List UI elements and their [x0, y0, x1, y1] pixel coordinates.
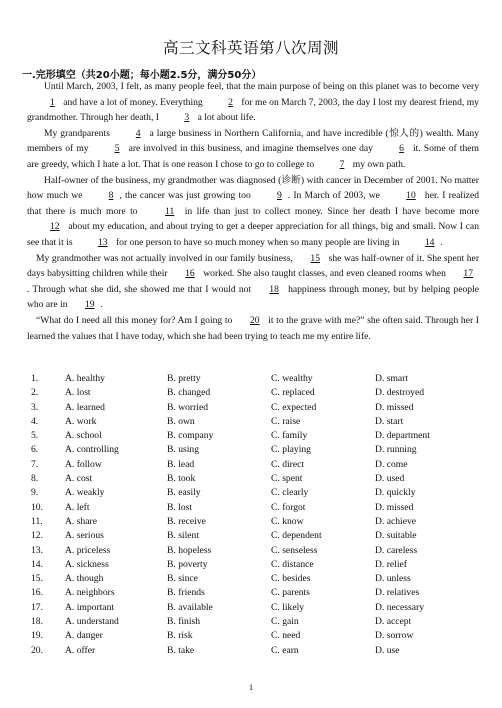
- passage-text: happiness through money, but by helping people who are in: [27, 283, 479, 311]
- blank-number: 16: [185, 268, 195, 280]
- option-c: C. spent: [271, 473, 303, 485]
- option-a: A. though: [65, 573, 104, 585]
- question-number: 20.: [31, 644, 43, 656]
- blank-number: 2: [228, 96, 233, 108]
- question-number: 7.: [31, 458, 39, 470]
- option-a: A. sickness: [65, 558, 109, 570]
- option-row: [31, 401, 465, 415]
- option-b: B. available: [167, 601, 213, 613]
- blank-number: 12: [50, 221, 60, 233]
- option-c: C. know: [271, 515, 304, 527]
- option-b: B. friends: [167, 587, 205, 599]
- option-a: A. follow: [65, 458, 102, 470]
- passage-text: .: [440, 236, 443, 248]
- question-number: 11.: [31, 515, 43, 527]
- passage-text: My grandparents: [44, 127, 113, 139]
- option-b: B. lost: [167, 501, 193, 513]
- option-b: B. hopeless: [167, 544, 212, 556]
- question-number: 12.: [31, 530, 43, 542]
- options-table: [31, 372, 465, 658]
- option-b: B. silent: [167, 530, 199, 542]
- option-c: C. gain: [271, 616, 299, 628]
- option-b: B. worried: [167, 401, 209, 413]
- option-a: A. school: [65, 430, 102, 442]
- option-b: B. finish: [167, 616, 201, 628]
- blank-number: 3: [184, 112, 190, 124]
- option-d: D. accept: [375, 616, 412, 628]
- option-c: C. wealthy: [271, 373, 313, 384]
- passage-text: , the cancer was just growing too: [119, 190, 254, 202]
- question-number: 3.: [31, 401, 39, 413]
- option-row: [31, 472, 465, 486]
- passage-text: in life than just to collect money. Since her death I have become more: [180, 205, 480, 217]
- option-a: A. important: [65, 601, 115, 613]
- option-d: D. smart: [375, 373, 409, 384]
- option-d: D. achieve: [375, 515, 417, 527]
- passage-text: it to the grave with me?” she often said. Through her I learned the values that I have today, which she had been trying to teach me my entire life.: [27, 314, 479, 342]
- option-b: B. easily: [167, 487, 201, 499]
- question-number: 16.: [31, 587, 43, 599]
- option-row: [31, 572, 465, 586]
- option-c: C. besides: [271, 573, 311, 585]
- passage-text: are involved in this business, and imagine themselves one day: [125, 143, 377, 155]
- option-b: B. risk: [167, 630, 193, 642]
- question-number: 14.: [31, 558, 43, 570]
- option-c: C. clearly: [271, 487, 309, 499]
- option-row: [31, 629, 465, 643]
- passage-paragraph: [27, 126, 479, 173]
- blank-number: 1: [50, 96, 55, 108]
- option-c: C. replaced: [271, 387, 315, 399]
- option-d: D. relief: [375, 558, 407, 570]
- option-a: A. learned: [65, 401, 105, 413]
- question-number: 4.: [31, 415, 39, 427]
- option-b: B. poverty: [167, 558, 208, 570]
- question-number: 13.: [31, 544, 43, 556]
- option-a: A. neighbors: [65, 587, 115, 599]
- blank-number: 4: [135, 127, 141, 139]
- option-b: B. took: [167, 473, 196, 485]
- option-b: B. own: [167, 415, 195, 427]
- option-c: C. parents: [271, 587, 310, 599]
- passage-text: Half-owner of the business, my grandmother was diagnosed (诊断) with cancer in December of 2001. No matter how much we: [27, 174, 479, 202]
- option-a: A. understand: [65, 616, 119, 628]
- passage-text: .: [100, 299, 103, 311]
- option-d: D. department: [375, 430, 430, 442]
- option-d: D. necessary: [375, 601, 425, 613]
- option-row: [31, 515, 465, 529]
- option-c: C. family: [271, 430, 308, 442]
- option-c: C. raise: [271, 415, 301, 427]
- option-d: D. come: [375, 458, 408, 470]
- option-a: A. weakly: [65, 487, 105, 499]
- passage-text: it. Some of them are greedy, which I hate a lot. That is one reason I chose to go to college to: [27, 143, 479, 170]
- option-a: A. work: [65, 415, 97, 427]
- option-d: D. unless: [375, 573, 411, 585]
- question-number: 1.: [31, 373, 39, 384]
- option-a: A. left: [65, 501, 90, 513]
- passage-text: My grandmother was not actually involved in our family business,: [36, 252, 296, 264]
- passage-text: . In March of 2003, we: [287, 190, 384, 202]
- option-d: D. sorrow: [375, 630, 414, 642]
- option-a: A. healthy: [65, 373, 105, 384]
- option-row: [31, 558, 465, 572]
- passage-text: she was half-owner of it. She spent her days babysitting children while their: [27, 252, 480, 280]
- passage-text: “What do I need all this money for? Am I going to: [36, 314, 235, 326]
- option-row: [31, 415, 465, 429]
- passage-text: for one person to have so much money when so many people are living in: [113, 236, 402, 248]
- passage-text: Until March, 2003, I felt, as many people feel, that the main purpose of being on this planet was to become very: [44, 81, 479, 92]
- question-number: 2.: [31, 387, 39, 399]
- option-c: C. direct: [271, 458, 305, 470]
- passage-paragraph: [27, 251, 479, 313]
- option-d: D. relatives: [375, 587, 420, 599]
- page-number: 1: [248, 682, 254, 692]
- option-row: [31, 429, 465, 443]
- option-b: B. take: [167, 644, 195, 656]
- blank-number: 7: [339, 158, 345, 170]
- passage-text: for me on March 7, 2003, the day I lost my dearest friend, my grandmother. Through her death, I: [27, 96, 479, 124]
- option-a: A. cost: [65, 473, 93, 485]
- option-c: C. playing: [271, 444, 311, 456]
- question-number: 18.: [31, 616, 43, 628]
- blank-number: 20: [249, 314, 260, 326]
- option-a: A. serious: [65, 530, 104, 542]
- passage-paragraph: [27, 79, 479, 126]
- option-b: B. using: [167, 444, 199, 456]
- option-d: D. use: [375, 644, 400, 656]
- blank-number: 13: [97, 236, 108, 248]
- option-row: [31, 458, 465, 472]
- question-number: 6.: [31, 444, 39, 456]
- option-a: A. danger: [65, 630, 103, 642]
- option-b: B. company: [167, 430, 214, 442]
- option-a: A. share: [65, 515, 97, 527]
- option-d: D. running: [375, 444, 417, 456]
- option-c: C. need: [271, 630, 301, 642]
- option-row: [31, 486, 465, 500]
- passage-paragraph: [27, 173, 479, 251]
- option-c: C. likely: [271, 601, 305, 613]
- option-row: [31, 615, 465, 629]
- passage-text: about my education, and about trying to get a deeper appreciation for all things, big and small. Now I can see that it is: [27, 221, 479, 248]
- option-c: C. senseless: [271, 544, 318, 556]
- passage-text: her. I realized that there is much more to: [27, 190, 479, 217]
- option-row: [31, 372, 465, 386]
- option-a: A. offer: [65, 644, 96, 656]
- passage-text: a lot about life.: [195, 112, 256, 124]
- blank-number: 6: [399, 143, 404, 155]
- option-d: D. missed: [375, 501, 414, 513]
- option-row: [31, 586, 465, 600]
- blank-number: 15: [310, 252, 321, 264]
- option-b: B. receive: [167, 515, 206, 527]
- option-d: D. missed: [375, 401, 414, 413]
- option-a: A. lost: [65, 387, 91, 399]
- passage-text: and have a lot of money. Everything: [60, 96, 206, 108]
- question-number: 10.: [31, 501, 43, 513]
- option-c: C. dependent: [271, 530, 322, 542]
- option-c: C. expected: [271, 401, 317, 413]
- option-c: C. distance: [271, 558, 314, 570]
- option-d: D. suitable: [375, 530, 417, 542]
- blank-number: 18: [269, 283, 279, 295]
- option-c: C. forgot: [271, 501, 306, 513]
- blank-number: 10: [406, 190, 416, 202]
- blank-number: 11: [165, 205, 175, 217]
- question-number: 19.: [31, 630, 43, 642]
- option-a: A. priceless: [65, 544, 111, 556]
- passage-text: . Through what she did, she showed me that I would not: [27, 283, 255, 295]
- option-row: [31, 529, 465, 543]
- option-a: A. controlling: [65, 444, 119, 456]
- option-d: D. destroyed: [375, 387, 425, 399]
- option-b: B. pretty: [167, 373, 201, 384]
- passage-paragraph: [27, 313, 479, 344]
- option-d: D. quickly: [375, 487, 416, 499]
- option-b: B. since: [167, 573, 198, 585]
- page-title: 高三文科英语第八次周测: [162, 39, 339, 57]
- blank-number: 8: [108, 190, 114, 202]
- option-row: [31, 644, 465, 658]
- blank-number: 17: [463, 268, 474, 280]
- option-c: C. earn: [271, 644, 299, 656]
- cloze-passage: [27, 79, 479, 344]
- question-number: 9.: [31, 487, 39, 499]
- section-heading: 一.完形填空（共20小题；每小题2.5分，满分50分）: [22, 70, 262, 81]
- blank-number: 5: [114, 143, 120, 155]
- option-row: [31, 544, 465, 558]
- option-row: [31, 443, 465, 457]
- option-b: B. lead: [167, 458, 195, 470]
- option-d: D. start: [375, 415, 404, 427]
- question-number: 5.: [31, 430, 39, 442]
- blank-number: 9: [276, 190, 282, 202]
- blank-number: 14: [424, 236, 435, 248]
- option-row: [31, 386, 465, 400]
- option-d: D. used: [375, 473, 405, 485]
- option-b: B. changed: [167, 387, 211, 399]
- question-number: 17.: [31, 601, 43, 613]
- option-row: [31, 601, 465, 615]
- option-d: D. careless: [375, 544, 418, 556]
- question-number: 15.: [31, 573, 43, 585]
- question-number: 8.: [31, 473, 39, 485]
- passage-text: worked. She also taught classes, and even cleaned rooms when: [200, 268, 449, 280]
- blank-number: 19: [84, 299, 95, 311]
- passage-text: my own path.: [350, 158, 406, 170]
- option-row: [31, 501, 465, 515]
- passage-text: a large business in Northern California, and have incredible (惊人的) wealth. Many members of my: [27, 127, 479, 155]
